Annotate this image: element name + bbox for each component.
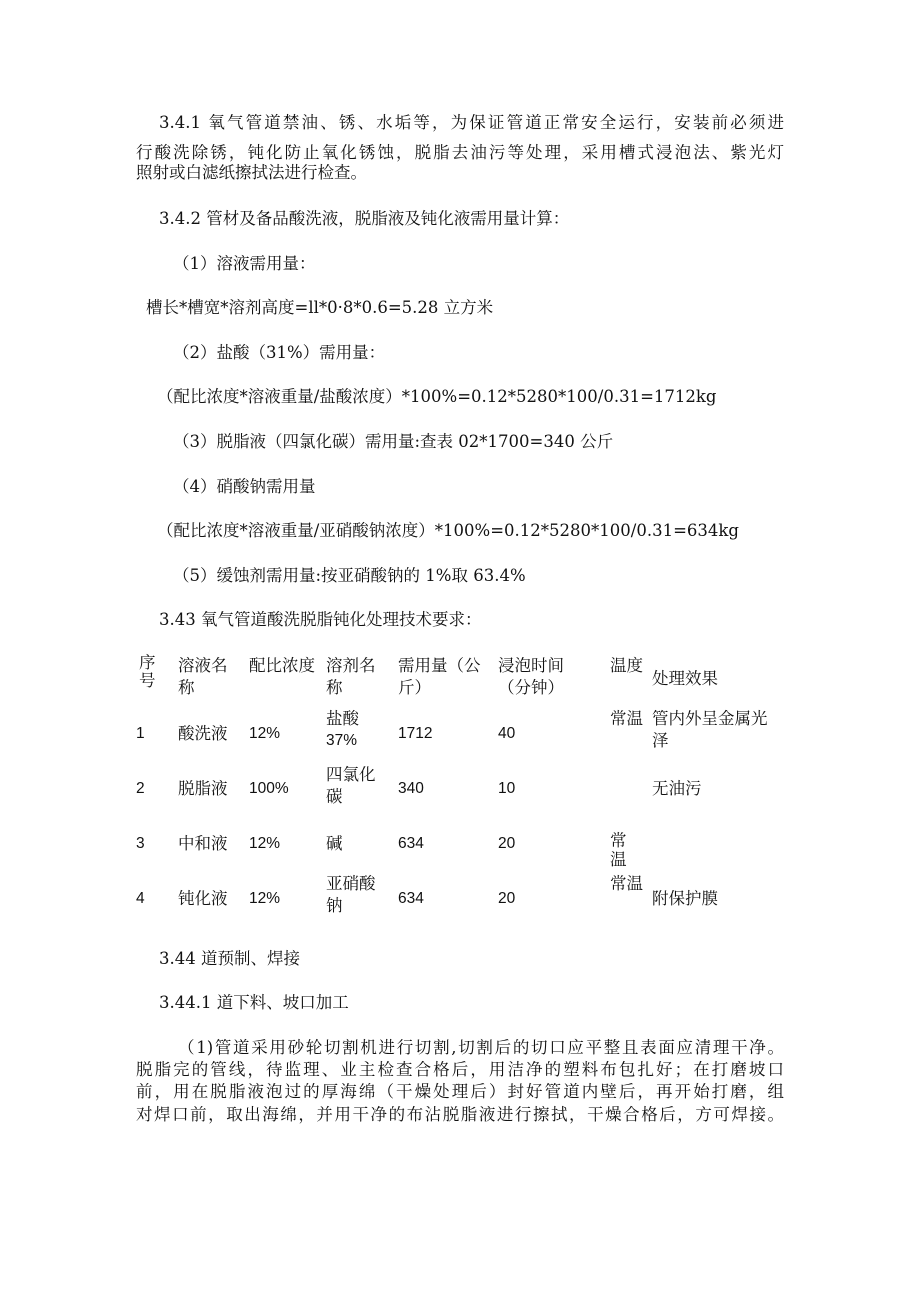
table-header-temperature: 温度 bbox=[610, 656, 643, 675]
table-header-concentration: 配比浓度 bbox=[249, 656, 315, 675]
table-cell-quantity: 340 bbox=[398, 780, 424, 797]
section-heading-342: 3.4.2 管材及备品酸洗液，脱脂液及钝化液需用量计算： bbox=[159, 209, 570, 228]
table-cell-name: 脱脂液 bbox=[178, 779, 228, 798]
table-cell-soak-time: 20 bbox=[498, 890, 516, 907]
paragraph-341-line-3: 照射或白滤纸擦拭法进行检查。 bbox=[136, 163, 367, 182]
table-cell-quantity: 634 bbox=[398, 835, 424, 852]
formula-4: （配比浓度*溶液重量/亚硝酸钠浓度）*100%=0.12*5280*100/0.31=634kg bbox=[157, 521, 739, 540]
item-1: （1）溶液需用量： bbox=[173, 254, 316, 273]
table-cell-temperature: 常温 bbox=[610, 709, 643, 728]
table-cell-concentration: 100% bbox=[249, 780, 289, 797]
table-cell-effect: 无油污 bbox=[652, 779, 702, 798]
paragraph-line-1: （1)管道采用砂轮切割机进行切割,切割后的切口应平整且表面应清理干净。 bbox=[178, 1038, 784, 1057]
table-cell-concentration: 12% bbox=[249, 890, 281, 907]
table-cell-effect: 附保护膜 bbox=[652, 889, 718, 908]
item-3: （3）脱脂液（四氯化碳）需用量:查表 02*1700=340 公斤 bbox=[173, 432, 614, 451]
table-cell-temperature: 常温 bbox=[610, 874, 643, 893]
table-cell-no: 4 bbox=[136, 890, 145, 907]
section-heading-3441: 3.44.1 道下料、坡口加工 bbox=[159, 993, 349, 1012]
table-cell-solvent: 四氯化 碳 bbox=[326, 765, 376, 806]
table-cell-concentration: 12% bbox=[249, 835, 281, 852]
table-cell-concentration: 12% bbox=[249, 725, 281, 742]
table-cell-name: 钝化液 bbox=[178, 889, 228, 908]
table-cell-temperature: 常 温 bbox=[610, 831, 627, 869]
paragraph-line-4: 对焊口前，取出海绵，并用干净的布沾脱脂液进行擦拭，干燥合格后，方可焊接。 bbox=[136, 1105, 784, 1124]
paragraph-line-2: 脱脂完的管线，待监理、业主检查合格后，用洁净的塑料布包扎好；在打磨坡口 bbox=[136, 1060, 784, 1079]
paragraph-341-line-2: 行酸洗除锈，钝化防止氧化锈蚀，脱脂去油污等处理，采用槽式浸泡法、紫光灯 bbox=[136, 143, 784, 162]
table-header-solution-name: 溶液名 称 bbox=[178, 656, 228, 697]
table-cell-solvent: 亚硝酸 钠 bbox=[326, 874, 376, 915]
paragraph-341-line-1: 3.4.1 氧气管道禁油、锈、水垢等，为保证管道正常安全运行，安装前必须进 bbox=[159, 113, 784, 132]
item-2: （2）盐酸（31%）需用量： bbox=[173, 343, 386, 362]
table-cell-soak-time: 20 bbox=[498, 835, 516, 852]
item-4: （4）硝酸钠需用量 bbox=[173, 477, 316, 496]
table-cell-no: 3 bbox=[136, 835, 145, 852]
formula-2: （配比浓度*溶液重量/盐酸浓度）*100%=0.12*5280*100/0.31=1712kg bbox=[157, 387, 717, 406]
formula-1: 槽长*槽宽*溶剂高度=ll*0·8*0.6=5.28 立方米 bbox=[146, 298, 494, 317]
table-cell-solvent: 碱 bbox=[326, 834, 343, 853]
table-cell-name: 酸洗液 bbox=[178, 724, 228, 743]
table-header-effect: 处理效果 bbox=[652, 669, 718, 688]
table-cell-effect: 管内外呈金属光 泽 bbox=[652, 709, 768, 750]
section-heading-344: 3.44 道预制、焊接 bbox=[159, 949, 300, 968]
item-5: （5）缓蚀剂需用量:按亚硝酸钠的 1%取 63.4% bbox=[173, 566, 526, 585]
table-header-soak-time: 浸泡时间 （分钟） bbox=[498, 656, 564, 697]
paragraph-line-3: 前，用在脱脂液泡过的厚海绵（干燥处理后）封好管道内壁后，再开始打磨，组 bbox=[136, 1082, 784, 1101]
table-cell-solvent: 盐酸 37% bbox=[326, 709, 359, 749]
section-heading-343: 3.43 氧气管道酸洗脱脂钝化处理技术要求： bbox=[159, 610, 482, 629]
table-header-quantity: 需用量（公 斤） bbox=[398, 656, 481, 697]
table-header-solvent-name: 溶剂名 称 bbox=[326, 656, 376, 697]
table-cell-soak-time: 40 bbox=[498, 725, 516, 742]
table-cell-quantity: 1712 bbox=[398, 725, 433, 742]
table-header-no: 序 号 bbox=[139, 653, 156, 690]
table-cell-quantity: 634 bbox=[398, 890, 424, 907]
table-cell-soak-time: 10 bbox=[498, 780, 516, 797]
table-cell-no: 2 bbox=[136, 780, 145, 797]
table-cell-name: 中和液 bbox=[178, 834, 228, 853]
table-cell-no: 1 bbox=[136, 725, 145, 742]
